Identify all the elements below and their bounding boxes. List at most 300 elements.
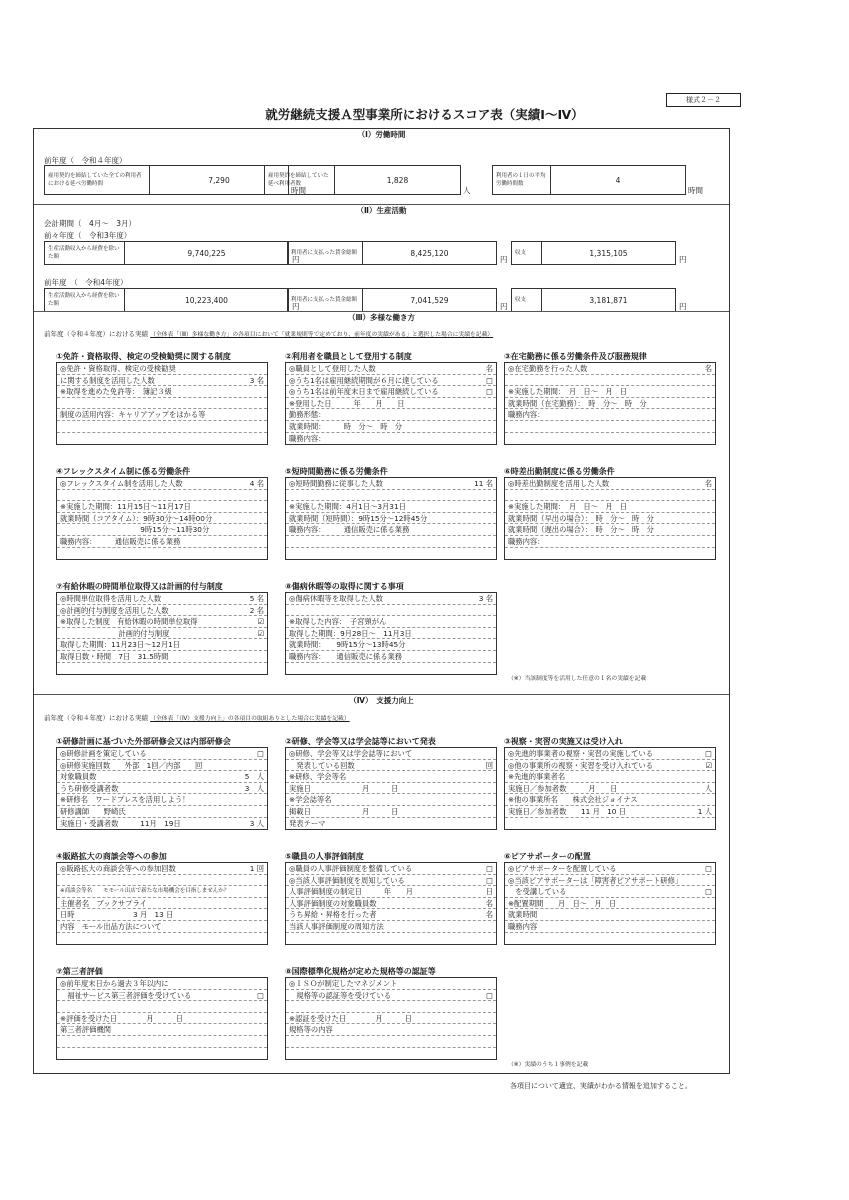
row-text: 職務内容 — [508, 921, 538, 931]
row-value: 名 — [485, 898, 493, 908]
card-row — [286, 593, 496, 605]
labor-metric-box — [492, 165, 686, 195]
metric-unit: 人 — [463, 186, 471, 195]
card-row — [57, 536, 267, 548]
row-text: 規格等の認証等を受けている — [289, 990, 392, 1000]
row-text: ◎在宅勤務を行った人数 — [508, 364, 588, 373]
card-row — [505, 536, 715, 548]
card-row — [286, 990, 496, 1002]
record-card — [56, 747, 268, 830]
card-row — [57, 1013, 267, 1025]
section3-intro-note: （全体表「（Ⅲ）多様な働き方」の各項目において「就業規則等で定めており、前年度の実績がある」と選択した場合に実績を記載） — [150, 332, 494, 338]
metric-unit: 円 — [292, 255, 300, 264]
card-row — [505, 513, 715, 525]
row-text: 就業時間： 9時15分～13時45分 — [289, 640, 406, 650]
checkbox[interactable]: □ — [486, 875, 493, 885]
row-text: ◎免許・資格取得、検定の受検勧奨 — [60, 364, 176, 373]
card-row — [505, 933, 715, 945]
row-text: ◎短時間勤務に従事した人数 — [289, 479, 383, 488]
card-row — [57, 909, 267, 921]
card-row — [505, 863, 715, 875]
row-value: 名 — [704, 364, 712, 373]
record-card — [285, 977, 497, 1060]
card-row — [57, 760, 267, 772]
card-row — [286, 375, 496, 387]
row-text: ◎販路拡大の商談会等への参加回数 — [60, 864, 176, 873]
card-row — [57, 398, 267, 410]
card-row — [505, 501, 715, 513]
checkbox[interactable]: □ — [705, 864, 712, 873]
card-row — [505, 524, 715, 536]
metric-value: 9,740,225 — [187, 248, 226, 258]
section3-intro-text: 前年度（令和４年度）における実績 — [44, 330, 148, 338]
card-row — [505, 818, 715, 830]
card-row — [57, 409, 267, 421]
card-row — [286, 863, 496, 875]
row-value: 2 名 — [249, 605, 264, 615]
section1-heading: （Ⅰ）労働時間 — [357, 130, 406, 139]
section4-intro — [44, 713, 350, 722]
production-metric-box — [287, 241, 497, 265]
metric-label: 収支 — [512, 289, 542, 311]
checkbox[interactable]: □ — [705, 749, 712, 758]
card-row — [286, 771, 496, 783]
row-text: 就業時間（短時間）：9時15分～12時45分 — [289, 513, 428, 523]
card-row — [286, 783, 496, 795]
metric-value: 10,223,400 — [185, 295, 228, 305]
row-value: 3 人 — [249, 818, 264, 828]
card-row — [286, 1036, 496, 1048]
metric-label: 雇用契約を締結していた全ての利用者における延べ労働時間 — [45, 166, 150, 194]
row-text: ※実施した期間： 月 日～ 月 日 — [508, 502, 628, 512]
card-row — [57, 433, 267, 445]
row-text: 職務内容： — [508, 536, 545, 546]
score-form-frame — [33, 128, 730, 1074]
row-value: 人 — [704, 783, 712, 793]
row-text: ◎ＩＳＯが制定したマネジメント — [289, 979, 398, 988]
card-row — [286, 1013, 496, 1025]
form-id-label: 様式２－２ — [666, 93, 741, 107]
fiscal-year-label: 前年度 （ 令和4年度） — [44, 278, 128, 287]
card-row — [505, 375, 715, 387]
production-metric-box — [44, 241, 289, 265]
row-text: ※取得した制度 有給休暇の時間単位取得 — [60, 617, 198, 627]
card-title: ④販路拡大の商談会等への参加 — [56, 852, 167, 861]
row-text: ※登用した日 年 月 日 — [289, 398, 405, 408]
metric-label: 利用者に支払った賃金総額 — [288, 242, 363, 264]
card-row — [57, 524, 267, 536]
row-value: 名 — [485, 910, 493, 920]
row-text: 人事評価制度の制定日 年 月 — [289, 887, 414, 897]
card-row — [57, 1024, 267, 1036]
card-row — [57, 386, 267, 398]
row-text: ※取得を進めた免許等： 簿記３級 — [60, 387, 172, 397]
card-row — [286, 501, 496, 513]
metric-value: 1,315,105 — [589, 248, 628, 258]
row-text: ※他の事業所名 株式会社ジョイナス — [508, 795, 638, 805]
row-value: 名 — [485, 364, 493, 373]
checkbox[interactable]: □ — [257, 990, 264, 1000]
checkbox[interactable]: □ — [486, 864, 493, 873]
card-row — [286, 760, 496, 772]
record-card — [504, 362, 716, 445]
metric-unit: 円 — [679, 255, 687, 264]
card-row — [57, 863, 267, 875]
card-row — [57, 363, 267, 375]
row-text: ◎傷病休暇等を取得した人数 — [289, 594, 383, 603]
card-row — [286, 628, 496, 640]
row-text: ◎当該人事評価制度を周知している — [289, 875, 405, 885]
metric-value: 3,181,871 — [589, 295, 628, 305]
card-row — [286, 386, 496, 398]
row-text: 掲載日 月 日 — [289, 806, 399, 816]
card-row — [57, 1036, 267, 1048]
card-row — [57, 886, 267, 898]
row-text: ◎前年度末日から過去３年以内に — [60, 979, 169, 988]
production-metric-box — [511, 288, 676, 312]
row-text: ※評価を受けた日 月 日 — [60, 1013, 183, 1023]
card-title: ③在宅勤務に係る労働条件及び服務規律 — [504, 352, 647, 361]
card-row — [57, 593, 267, 605]
section3-heading: （Ⅲ）多様な働き方 — [34, 311, 729, 323]
card-row — [505, 909, 715, 921]
metric-label: 生産活動収入から経費を除いた額 — [45, 242, 125, 264]
card-row — [57, 806, 267, 818]
card-title: ④フレックスタイム制に係る労働条件 — [56, 467, 191, 476]
record-card — [56, 362, 268, 445]
card-row — [57, 921, 267, 933]
card-row — [505, 386, 715, 398]
card-row — [505, 886, 715, 898]
row-text: ※先進的事業者名 — [508, 772, 566, 782]
card-row — [286, 1048, 496, 1060]
card-row — [286, 363, 496, 375]
row-text: ◎当該ピアサポーターは「障害者ピアサポート研修」 — [508, 875, 683, 885]
card-row — [57, 478, 267, 490]
card-row — [286, 1001, 496, 1013]
row-text: 人事評価制度の対象職員数 — [289, 898, 377, 908]
card-row — [286, 978, 496, 990]
row-text: ※商談会等名 モモール出店で新たな市場機会を目指しませんか？ — [60, 888, 230, 895]
card-row — [505, 794, 715, 806]
row-text: 職務内容： — [289, 433, 326, 443]
card-title: ②研修、学会等又は学会誌等において発表 — [285, 737, 436, 746]
card-row — [286, 536, 496, 548]
card-row — [57, 375, 267, 387]
section4-intro-text: 前年度（令和４年度）における実績 — [44, 714, 148, 722]
production-metric-box — [44, 288, 289, 312]
row-text: ◎職員の人事評価制度を整備している — [289, 864, 413, 873]
row-text: ◎他の事業所の視察・実習を受け入れている — [508, 760, 654, 770]
row-text: 取得した期間：9月28日～ 11月3日 — [289, 628, 412, 638]
card-title: ①研修計画に基づいた外部研修会又は内部研修会 — [56, 737, 231, 746]
card-row — [57, 548, 267, 560]
row-text: ◎時間単位取得を活用した人数 — [60, 594, 162, 603]
row-value: 5 名 — [249, 594, 264, 603]
row-value: 1 回 — [249, 864, 264, 873]
card-title: ⑧傷病休暇等の取得に関する事項 — [285, 582, 404, 591]
row-text: 内容 モール出品方法について — [60, 921, 162, 931]
row-text: 福祉サービス第三者評価を受けている — [60, 990, 192, 1000]
row-text: ※実施した期間： 月 日～ 月 日 — [508, 387, 628, 397]
metric-value: 8,425,120 — [410, 248, 449, 258]
card-row — [57, 875, 267, 887]
row-value: 日 — [485, 887, 493, 897]
row-text: に関する制度を活用した人数 — [60, 375, 155, 385]
card-row — [505, 421, 715, 433]
metric-value: 4 — [615, 175, 621, 185]
row-text: 勤務形態： — [289, 410, 326, 420]
row-text: うち研修受講者数 — [60, 783, 119, 793]
row-text: 取得日数・時間 7日 31.5時間 — [60, 651, 169, 661]
record-card — [56, 477, 268, 560]
fiscal-year-label: 前々年度（ 令和3年度） — [44, 231, 132, 240]
card-row — [286, 1024, 496, 1036]
metric-label: 収支 — [512, 242, 542, 264]
section2-period: 会計期間（ 4月～ 3月） — [44, 219, 137, 228]
card-row — [57, 748, 267, 760]
card-row — [286, 818, 496, 830]
checkbox[interactable]: □ — [486, 375, 493, 385]
metric-unit: 円 — [500, 255, 508, 264]
row-text: 対象職員数 — [60, 772, 97, 782]
page-title: 就労継続支援Ａ型事業所におけるスコア表（実績Ⅰ～Ⅳ） — [265, 107, 584, 122]
card-title: ⑤職員の人事評価制度 — [285, 852, 364, 861]
metric-value: 7,041,529 — [410, 295, 449, 305]
record-card — [285, 862, 497, 945]
checkbox[interactable]: □ — [705, 887, 712, 897]
card-row — [505, 409, 715, 421]
card-row — [286, 524, 496, 536]
card-row — [57, 933, 267, 945]
row-text: 就業時間（遅出の場合）： 時 分～ 時 分 — [508, 525, 654, 535]
record-card — [504, 862, 716, 945]
card-row — [286, 490, 496, 502]
row-text: 主催者名 ブックサプライ — [60, 898, 147, 908]
card-row — [286, 409, 496, 421]
card-row — [286, 909, 496, 921]
row-value: 5 人 — [244, 772, 264, 782]
card-row — [57, 421, 267, 433]
metric-label: 生産活動収入から経費を除いた額 — [45, 289, 125, 311]
labor-metric-box — [264, 165, 461, 195]
card-row — [505, 490, 715, 502]
record-card — [56, 977, 268, 1060]
row-text: 取得した期間：11月23日～12月1日 — [60, 640, 181, 650]
card-row — [57, 1048, 267, 1060]
row-text: 実施日 月 日 — [289, 783, 399, 793]
card-row — [286, 663, 496, 675]
row-text: 制度の活用内容：キャリアアップをはかる等 — [60, 410, 206, 420]
row-text: 研修講師 野崎氏 — [60, 806, 126, 816]
labor-metric-box — [44, 165, 289, 195]
metric-label: 利用者に支払った賃金総額 — [288, 289, 363, 311]
card-row — [57, 490, 267, 502]
row-text: ◎フレックスタイム制を活用した人数 — [60, 479, 183, 488]
card-row — [57, 616, 267, 628]
metric-unit: 円 — [292, 302, 300, 311]
card-row — [505, 898, 715, 910]
card-row — [505, 921, 715, 933]
record-card — [504, 747, 716, 830]
card-row — [505, 783, 715, 795]
checkbox[interactable]: □ — [486, 990, 493, 1000]
row-text: ※取得した内容： 子宮頸がん — [289, 617, 387, 627]
card-row — [57, 513, 267, 525]
row-value: 4 名 — [249, 479, 264, 488]
card-title: ②利用者を職員として登用する制度 — [285, 352, 412, 361]
card-row — [505, 760, 715, 772]
checkbox[interactable]: □ — [486, 387, 493, 397]
row-text: ◎研修実施回数 外部 1回／内部 回 — [60, 760, 203, 770]
card-row — [286, 616, 496, 628]
row-text: 職務内容： — [508, 410, 545, 420]
card-row — [286, 886, 496, 898]
card-row — [57, 501, 267, 513]
row-text: ◎時差出勤制度を活用した人数 — [508, 479, 610, 488]
metric-unit: 時間 — [688, 186, 703, 195]
card-row — [286, 806, 496, 818]
row-value: 3 名 — [249, 375, 264, 385]
metric-unit: 時間 — [291, 186, 306, 195]
card-row — [505, 433, 715, 445]
row-text: ◎研修、学会等又は学会誌等において — [289, 749, 413, 758]
metric-unit: 円 — [500, 302, 508, 311]
row-value: 3 人 — [244, 783, 264, 793]
card-row — [57, 663, 267, 675]
row-text: ※研修、学会等名 — [289, 772, 347, 782]
card-row — [57, 978, 267, 990]
row-text: 実施日／参加者数 11 月 10 日 — [508, 806, 627, 816]
card-title: ⑤短時間勤務に係る労働条件 — [285, 467, 388, 476]
card-row — [505, 748, 715, 760]
card-row — [505, 548, 715, 560]
production-metric-box — [287, 288, 497, 312]
card-row — [286, 433, 496, 445]
row-text: 職務内容： 通信販売に係る業務 — [289, 651, 403, 661]
card-row — [505, 771, 715, 783]
card-row — [57, 651, 267, 663]
row-text: ※配置期間 月 日～ 月 日 — [508, 898, 617, 908]
card-row — [57, 628, 267, 640]
row-text: 就業時間 — [508, 910, 538, 920]
row-value: 11 名 — [474, 479, 493, 488]
checkbox[interactable]: ☑ — [257, 628, 264, 638]
row-value: 名 — [704, 479, 712, 488]
section4-intro-note: （全体表「（Ⅳ）支援力向上」の各項目の取組ありとした場合に実績を記載） — [150, 716, 350, 722]
card-row — [57, 1001, 267, 1013]
section4-footnote: （※）実績のうち１事例を記載 — [508, 1062, 589, 1068]
row-text: 就業時間： 時 分～ 時 分 — [289, 421, 403, 431]
row-text: 就業時間（早出の場合）： 時 分～ 時 分 — [508, 513, 654, 523]
card-row — [286, 794, 496, 806]
row-text: ※実施した期間：4月1日～3月31日 — [289, 502, 406, 512]
row-text: 規格等の内容 — [289, 1025, 333, 1035]
card-row — [57, 898, 267, 910]
card-row — [505, 806, 715, 818]
production-metric-box — [511, 241, 676, 265]
checkbox[interactable]: ☑ — [705, 760, 712, 770]
card-row — [57, 794, 267, 806]
row-text: 就業時間（コアタイム）：9時30分～14時00分 — [60, 513, 213, 523]
row-text: 当該人事評価制度の周知方法 — [289, 921, 384, 931]
bottom-note: 各項目について適宜、実績がわかる情報を追加すること。 — [510, 1082, 692, 1090]
row-text: 就業時間（在宅勤務）： 時 分～ 時 分 — [508, 398, 647, 408]
card-row — [286, 478, 496, 490]
record-card — [285, 592, 497, 675]
card-row — [286, 898, 496, 910]
row-text: 発表している回数 — [289, 760, 355, 770]
section1-year-label: 前年度（ 令和４年度） — [44, 156, 127, 165]
card-title: ③視察・実習の実施又は受け入れ — [504, 737, 623, 746]
row-text: ◎計画的付与制度を活用した人数 — [60, 605, 169, 615]
card-row — [286, 639, 496, 651]
row-text: ◎職員として登用した人数 — [289, 364, 376, 373]
metric-value: 1,828 — [386, 175, 409, 185]
row-text: ◎うち1名は雇用継続期間が６月に達している — [289, 375, 439, 385]
section4-heading: （Ⅳ） 支援力向上 — [34, 694, 729, 706]
card-title: ①免許・資格取得、検定の受検勧奨に関する制度 — [56, 352, 231, 361]
section3-footnote: （※）当該制度等を活用した任意の１名の実績を記載 — [508, 676, 647, 682]
row-text: 第三者評価機関 — [60, 1025, 112, 1035]
record-card — [56, 592, 268, 675]
row-text: 実施日・受講者数 11月 19日 — [60, 818, 181, 828]
record-card — [285, 747, 497, 830]
section3-intro — [44, 329, 493, 338]
checkbox[interactable]: ☑ — [257, 617, 264, 627]
card-row — [286, 421, 496, 433]
card-row — [286, 605, 496, 617]
row-text: ◎ピアサポーターを配置している — [508, 864, 617, 873]
row-text: 職務内容： 通信販売に係る業務 — [289, 525, 410, 535]
card-row — [57, 783, 267, 795]
card-row — [57, 818, 267, 830]
row-text: ※研修名 ワードプレスを活用しよう！ — [60, 795, 190, 805]
card-row — [57, 605, 267, 617]
record-card — [285, 362, 497, 445]
row-text: 9時15分～11時30分 — [60, 525, 210, 535]
card-title: ⑦有給休暇の時間単位取得又は計画的付与制度 — [56, 582, 223, 591]
card-row — [286, 875, 496, 887]
card-title: ⑧国際標準化規格が定めた規格等の認証等 — [285, 967, 436, 976]
row-text: ◎先進的事業者の視察・実習の実施している — [508, 749, 654, 758]
row-text: ◎うち1名は前年度末日まで雇用継続している — [289, 387, 439, 397]
row-text: 日時 3 月 13 日 — [60, 910, 174, 920]
card-row — [286, 398, 496, 410]
row-text: 職務内容： 通信販売に係る業務 — [60, 536, 181, 546]
metric-label: 雇用契約を締結していた延べ利用者数 — [265, 166, 335, 194]
card-row — [505, 478, 715, 490]
row-value: 1 人 — [697, 806, 712, 816]
record-card — [285, 477, 497, 560]
row-text: を受講している — [508, 887, 567, 897]
row-text: ◎研修計画を策定している — [60, 749, 147, 758]
card-title: ⑥時差出勤制度に係る労働条件 — [504, 467, 615, 476]
card-row — [505, 875, 715, 887]
card-row — [505, 398, 715, 410]
card-row — [286, 748, 496, 760]
card-row — [57, 990, 267, 1002]
section2-heading: （Ⅱ）生産活動 — [34, 204, 729, 216]
metric-unit: 円 — [679, 302, 687, 311]
card-row — [286, 651, 496, 663]
record-card — [56, 862, 268, 945]
record-card — [504, 477, 716, 560]
row-text: 発表テーマ — [289, 818, 326, 828]
card-title: ⑥ピアサポーターの配置 — [504, 852, 591, 861]
row-text: うち昇給・昇格を行った者 — [289, 910, 377, 920]
checkbox[interactable]: □ — [257, 749, 264, 758]
